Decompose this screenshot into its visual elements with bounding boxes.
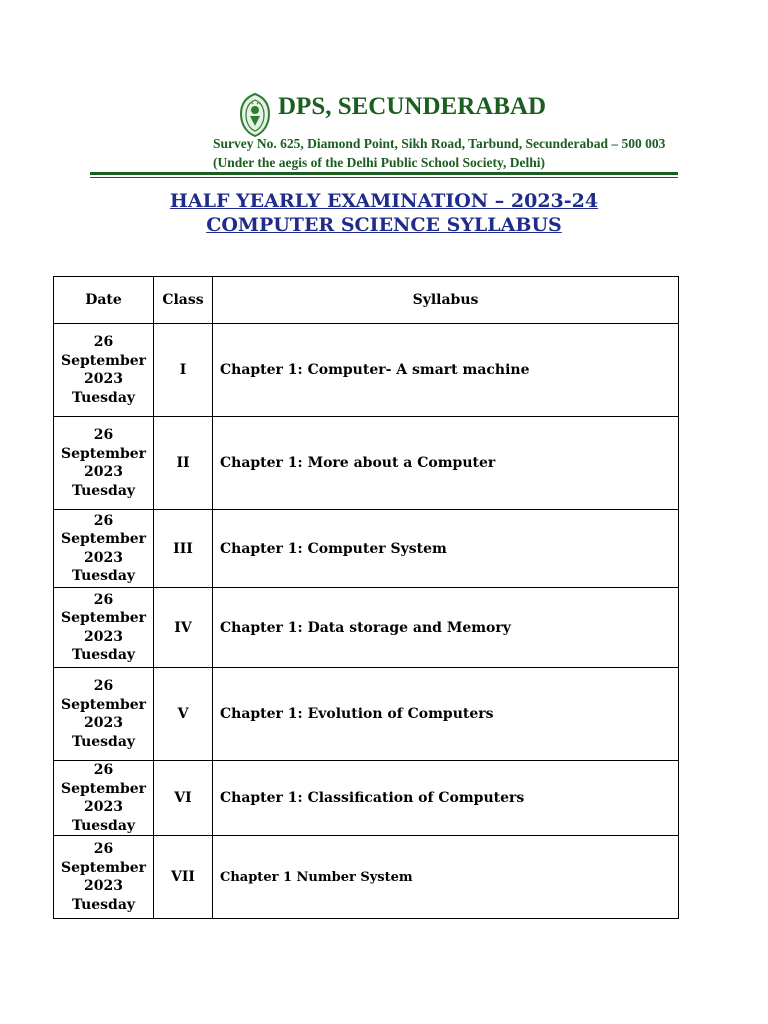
table-row bbox=[54, 836, 679, 919]
date-month: September bbox=[60, 859, 147, 876]
date-cell bbox=[54, 761, 154, 836]
header-divider bbox=[90, 172, 678, 175]
table-header-row bbox=[54, 277, 679, 324]
date-day: 26 bbox=[93, 841, 114, 857]
school-address: Survey No. 625, Diamond Point, Sikh Road, Tarbund, Secunderabad – 500 003 bbox=[213, 136, 666, 151]
date-year: 2023 bbox=[84, 878, 123, 894]
date-cell bbox=[54, 324, 154, 417]
date-year: 2023 bbox=[84, 715, 123, 731]
syllabus-cell: Chapter 1 Number System bbox=[213, 836, 679, 919]
class-cell: V bbox=[154, 668, 213, 761]
syllabus-cell: Chapter 1: Data storage and Memory bbox=[213, 588, 679, 668]
date-month: September bbox=[60, 531, 147, 547]
date-month: September bbox=[60, 445, 147, 462]
class-cell: II bbox=[154, 417, 213, 510]
exam-title: HALF YEARLY EXAMINATION – 2023-24 bbox=[169, 190, 599, 212]
date-weekday: Tuesday bbox=[71, 817, 136, 834]
table-row bbox=[54, 761, 679, 836]
syllabus-cell: Chapter 1: Computer- A smart machine bbox=[213, 324, 679, 417]
table-row bbox=[54, 417, 679, 510]
date-weekday: Tuesday bbox=[71, 733, 136, 750]
date-month: September bbox=[60, 352, 147, 369]
date-weekday: Tuesday bbox=[71, 482, 136, 499]
date-day: 26 bbox=[93, 334, 114, 350]
school-aegis-note: (Under the aegis of the Delhi Public School Society, Delhi) bbox=[213, 155, 545, 170]
class-cell: VI bbox=[154, 761, 213, 836]
date-month: September bbox=[60, 780, 147, 797]
syllabus-cell: Chapter 1: Classification of Computers bbox=[213, 761, 679, 836]
date-weekday: Tuesday bbox=[71, 647, 136, 663]
school-name: DPS, SECUNDERABAD bbox=[278, 93, 547, 120]
date-year: 2023 bbox=[84, 628, 123, 645]
date-month: September bbox=[60, 610, 147, 626]
date-day: 26 bbox=[93, 678, 114, 694]
class-column-header: Class bbox=[154, 277, 213, 324]
date-day: 26 bbox=[93, 591, 114, 608]
date-year: 2023 bbox=[84, 549, 123, 566]
table-row bbox=[54, 510, 679, 588]
syllabus-table bbox=[53, 276, 679, 919]
date-weekday: Tuesday bbox=[71, 568, 136, 584]
table-row bbox=[54, 324, 679, 417]
syllabus-cell: Chapter 1: More about a Computer bbox=[213, 417, 679, 510]
date-weekday: Tuesday bbox=[71, 389, 136, 406]
date-day: 26 bbox=[93, 427, 114, 443]
date-column-header: Date bbox=[54, 277, 154, 324]
class-cell: IV bbox=[154, 588, 213, 668]
date-cell bbox=[54, 836, 154, 919]
syllabus-cell: Chapter 1: Computer System bbox=[213, 510, 679, 588]
date-year: 2023 bbox=[84, 464, 123, 480]
syllabus-cell: Chapter 1: Evolution of Computers bbox=[213, 668, 679, 761]
date-year: 2023 bbox=[84, 799, 123, 815]
date-year: 2023 bbox=[84, 371, 123, 387]
table-row bbox=[54, 588, 679, 668]
syllabus-column-header: Syllabus bbox=[213, 277, 679, 324]
date-cell bbox=[54, 510, 154, 588]
date-day: 26 bbox=[93, 762, 114, 778]
class-cell: I bbox=[154, 324, 213, 417]
school-logo-icon bbox=[238, 92, 272, 138]
date-cell bbox=[54, 668, 154, 761]
class-cell: III bbox=[154, 510, 213, 588]
date-day: 26 bbox=[93, 512, 114, 529]
header-divider-thin bbox=[90, 177, 678, 178]
date-cell bbox=[54, 588, 154, 668]
class-cell: VII bbox=[154, 836, 213, 919]
date-cell bbox=[54, 417, 154, 510]
syllabus-title: COMPUTER SCIENCE SYLLABUS bbox=[206, 214, 562, 236]
date-weekday: Tuesday bbox=[71, 896, 136, 913]
table-row bbox=[54, 668, 679, 761]
date-month: September bbox=[60, 696, 147, 713]
